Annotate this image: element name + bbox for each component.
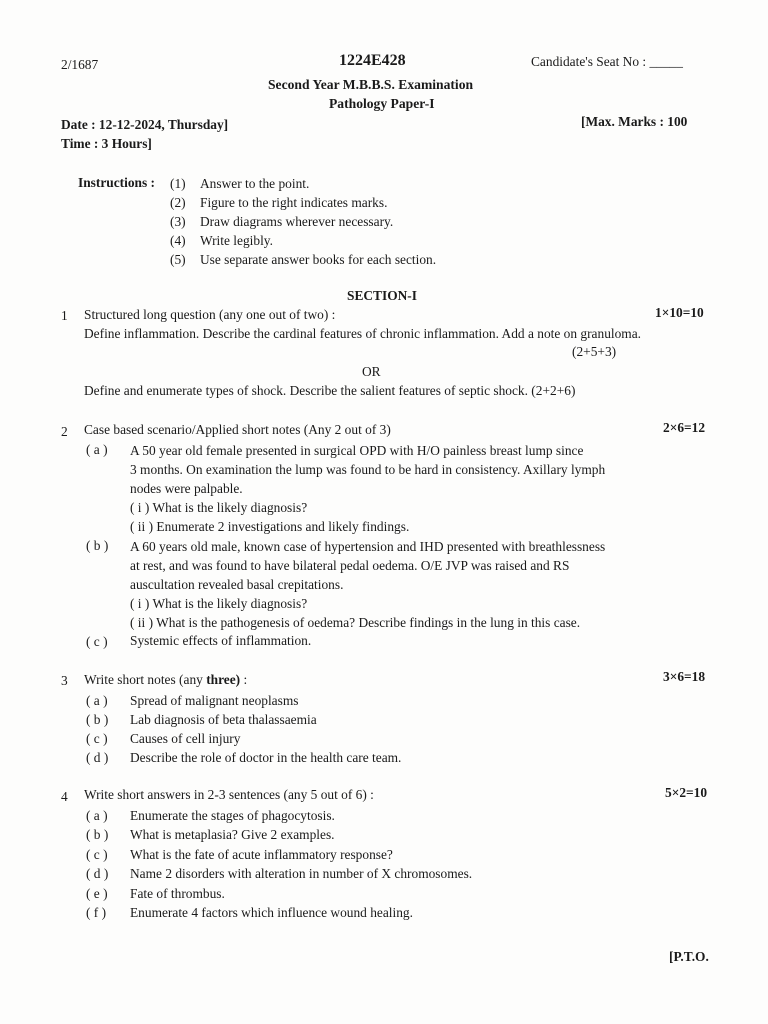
instruction-text: Answer to the point.: [200, 176, 310, 191]
instruction-num: (5): [170, 252, 186, 267]
list-item: [86, 845, 472, 864]
item-label: ( a ): [86, 693, 108, 708]
instruction-text: Figure to the right indicates marks.: [200, 195, 388, 210]
section-title: SECTION-I: [347, 288, 417, 303]
list-item: [86, 825, 472, 844]
exam-duration: Time : 3 Hours]: [61, 136, 152, 151]
question-1-option-b: Define and enumerate types of shock. Describe the salient features of septic shock. (2+2+6): [84, 383, 576, 398]
question-2-marks: 2×6=12: [663, 420, 706, 435]
item-text: Name 2 disorders with alteration in number of X chromosomes.: [130, 866, 473, 882]
item-text: Enumerate the stages of phagocytosis.: [130, 808, 335, 823]
item-text: Enumerate 4 factors which influence wound healing.: [130, 905, 413, 921]
sub-question-label: ( c ): [86, 634, 108, 649]
list-item: [86, 729, 401, 748]
instruction-text: Use separate answer books for each section.: [200, 252, 437, 267]
list-item: [86, 748, 401, 767]
question-4-title: Write short answers in 2-3 sentences (any 5 out of 6) :: [84, 787, 374, 802]
question-3-list: [86, 691, 401, 767]
item-text: Spread of malignant neoplasms: [130, 693, 299, 708]
list-item: [86, 864, 472, 883]
question-2c-text: Systemic effects of inflammation.: [130, 633, 312, 648]
seat-number-label: [531, 54, 683, 70]
title-post: :: [240, 672, 248, 687]
question-4-list: [86, 806, 472, 922]
question-3-title: [84, 672, 247, 688]
scenario-line: auscultation revealed basal crepitations.: [130, 577, 344, 592]
scenario-line: at rest, and was found to have bilateral pedal oedema. O/E JVP was raised and RS: [130, 558, 570, 573]
instructions-label: Instructions :: [78, 175, 156, 190]
item-text: Causes of cell injury: [130, 731, 241, 746]
question-3-marks: 3×6=18: [663, 669, 706, 684]
list-item: [86, 691, 401, 710]
max-marks: [Max. Marks : 100: [581, 114, 688, 129]
item-text: Fate of thrombus.: [130, 885, 225, 901]
instruction-item: [170, 193, 436, 212]
instruction-item: [170, 212, 436, 231]
item-label: ( d ): [86, 750, 109, 765]
item-text: What is the fate of acute inflammatory response?: [130, 846, 393, 862]
title-pre: Write short notes (any: [84, 672, 207, 687]
question-2b-scenario: [130, 537, 605, 632]
sub-question-label: ( a ): [86, 442, 108, 457]
item-label: ( a ): [86, 808, 108, 823]
scenario-sub-question: ( i ) What is the likely diagnosis?: [130, 500, 308, 515]
instruction-item: [170, 231, 436, 250]
instruction-text: Write legibly.: [200, 233, 273, 248]
instruction-num: (3): [170, 214, 186, 229]
question-1-title: Structured long question (any one out of two) :: [84, 307, 336, 322]
item-label: ( e ): [86, 885, 108, 901]
paper-code: 1224E428: [339, 52, 406, 69]
question-number: 4: [61, 789, 68, 804]
instruction-num: (1): [170, 176, 186, 191]
item-label: ( b ): [86, 712, 109, 727]
scenario-sub-question: ( i ) What is the likely diagnosis?: [130, 596, 308, 611]
question-1-marks: 1×10=10: [655, 305, 704, 320]
question-number: 3: [61, 673, 68, 688]
instruction-item: [170, 250, 436, 269]
instruction-num: (2): [170, 195, 186, 210]
question-number: 2: [61, 424, 68, 439]
question-2a-scenario: [130, 441, 605, 536]
or-separator: OR: [362, 364, 381, 379]
seat-label: Candidate's Seat No :: [531, 54, 647, 69]
question-1-option-a: Define inflammation. Describe the cardinal features of chronic inflammation. Add a note on granuloma.: [84, 326, 642, 341]
title-bold: three): [206, 672, 241, 687]
exam-title: Second Year M.B.B.S. Examination: [268, 77, 474, 92]
list-item: [86, 903, 472, 922]
instructions-list: [170, 174, 436, 269]
scenario-sub-question: ( ii ) What is the pathogenesis of oedema? Describe findings in the lung in this case.: [130, 615, 581, 630]
item-text: What is metaplasia? Give 2 examples.: [130, 827, 335, 843]
item-label: ( c ): [86, 731, 108, 746]
item-label: ( f ): [86, 905, 107, 921]
list-item: [86, 710, 401, 729]
paper-ref-number: 2/1687: [61, 57, 99, 72]
exam-date: Date : 12-12-2024, Thursday]: [61, 117, 229, 132]
scenario-line: A 50 year old female presented in surgical OPD with H/O painless breast lump since: [130, 443, 584, 458]
question-4-marks: 5×2=10: [665, 785, 708, 800]
scenario-line: 3 months. On examination the lump was found to be hard in consistency. Axillary lymph: [130, 462, 606, 477]
seat-blank: _____: [649, 54, 683, 69]
item-text: Describe the role of doctor in the health care team.: [130, 750, 402, 765]
please-turn-over: [P.T.O.: [669, 949, 709, 964]
list-item: [86, 806, 472, 825]
item-label: ( b ): [86, 827, 109, 843]
paper-title: Pathology Paper-I: [329, 96, 435, 111]
instruction-num: (4): [170, 233, 186, 248]
instruction-text: Draw diagrams wherever necessary.: [200, 214, 394, 229]
item-text: Lab diagnosis of beta thalassaemia: [130, 712, 317, 727]
sub-question-label: ( b ): [86, 538, 109, 553]
question-1-option-a-marks: (2+5+3): [572, 344, 617, 359]
item-label: ( d ): [86, 866, 109, 882]
instruction-item: [170, 174, 436, 193]
scenario-sub-question: ( ii ) Enumerate 2 investigations and likely findings.: [130, 519, 410, 534]
question-2-title: Case based scenario/Applied short notes (Any 2 out of 3): [84, 422, 391, 437]
scenario-line: A 60 years old male, known case of hypertension and IHD presented with breathlessness: [130, 539, 606, 554]
item-label: ( c ): [86, 846, 108, 862]
scenario-line: nodes were palpable.: [130, 481, 243, 496]
question-number: 1: [61, 308, 68, 323]
list-item: [86, 884, 472, 903]
